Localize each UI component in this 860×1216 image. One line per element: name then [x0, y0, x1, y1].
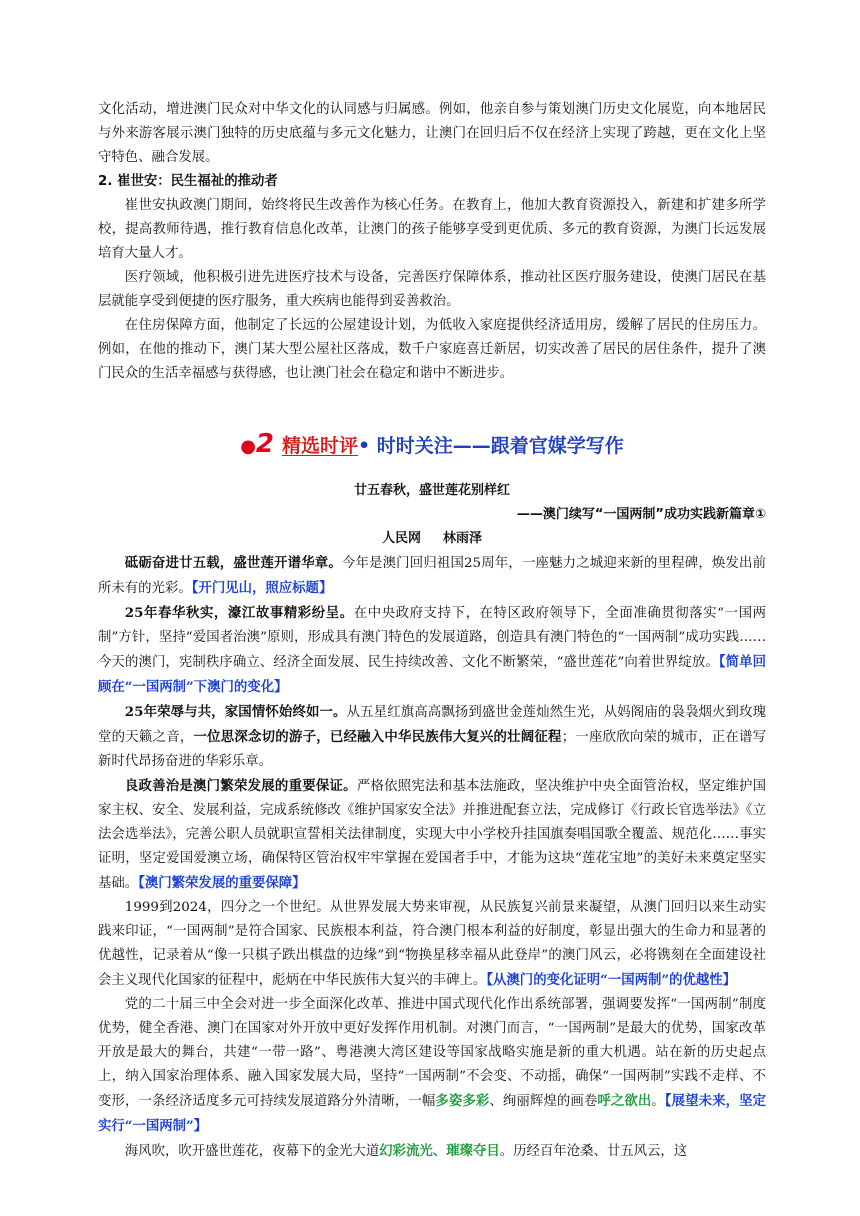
highlight-phrase: 幻彩流光、璀璨夺目 — [379, 1143, 500, 1159]
paragraph-education: 崔世安执政澳门期间，始终将民生改善作为核心任务。在教育上，他加大教育资源投入，新建和扩建多所学校，提高教师待遇，推行教育信息化改革，让澳门的孩子能够享受到更优质、多元的教育资源，为澳门长远发展培育大量人才。 — [98, 198, 766, 261]
article-source: 人民网 — [381, 531, 421, 546]
article-author: 林雨泽 — [443, 531, 483, 546]
article-paragraph-2: 25年春华秋实，濠江故事精彩纷呈。在中央政府支持下，在特区政府领导下，全面准确贯彻落实“一国两制”方针，坚持“爱国者治澳”原则，形成具有澳门特色的发展道路，创造具有澳门特色的“一国两制”成功实践……今天的澳门，宪制秩序确立、经济全面发展、民生持续改善、文化不断繁荣，“盛世莲花”向着世界绽放。【简单回顾在“一国两制”下澳门的变化】 — [98, 605, 767, 695]
article-paragraph-1: 砥砺奋进廿五载，盛世莲开谱华章。今年是澳门回归祖国25周年，一座魅力之城迎来新的里程碑，焕发出前所未有的光彩。【开门见山，照应标题】 — [98, 555, 767, 596]
heading-cui-shian: 2. 崔世安：民生福祉的推动者 — [98, 174, 278, 189]
annotation-note: 【从澳门的变化证明“一国两制”的优越性】 — [486, 972, 737, 988]
article-paragraph-6: 党的二十届三中全会对进一步全面深化改革、推进中国式现代化作出系统部署，强调要发挥“一国两制”制度优势，健全香港、澳门在国家对外开放中更好发挥作用机制。对澳门而言，“一国两制”是最大的优势，国家改革开放是最大的舞台，共建“一带一路”、粤港澳大湾区建设等国家战略实施是新的重大机遇。站在新的历史起点上，纳入国家治理体系、融入国家发展大局，坚持“一国两制”不会变、不动摇，确保“一国两制”实践不走样、不变形，一条经济适度多元可持续发展道路分外清晰，一幅多姿多彩、绚丽辉煌的画卷呼之欲出。【展望未来，坚定实行“一国两制”】 — [98, 997, 767, 1134]
article-byline — [98, 527, 766, 551]
paragraph-culture: 文化活动，增进澳门民众对中华文化的认同感与归属感。例如，他亲自参与策划澳门历史文化展览，向本地居民与外来游客展示澳门独特的历史底蕴与多元文化魅力，让澳门在回归后不仅在经济上实现了跨越，更在文化上坚守特色、融合发展。 — [98, 102, 766, 165]
paragraph-housing: 在住房保障方面，他制定了长远的公屋建设计划，为低收入家庭提供经济适用房，缓解了居民的住房压力。例如，在他的推动下，澳门某大型公屋社区落成，数千户家庭喜迁新居，切实改善了居民的居住条件，提升了澳门民众的生活幸福感与获得感，也让澳门社会在稳定和谐中不断进步。 — [98, 318, 766, 381]
section-title-label: 精选时评 — [282, 435, 359, 457]
article-paragraph-4: 良政善治是澳门繁荣发展的重要保证。严格依照宪法和基本法施政，坚决维护中央全面管治权，坚定维护国家主权、安全、发展利益，完成系统修改《维护国家安全法》并推进配套立法，完成修订《行政长官选举法》《立法会选举法》，完善公职人员就职宣誓相关法律制度，实现大中小学校升挂国旗奏唱国歌全覆盖、规范化……事实证明，坚定爱国爱澳立场，确保特区管治权牢牢掌握在爱国者手中，才能为这块“莲花宝地”的美好未来奠定坚实基础。【澳门繁荣发展的重要保障】 — [98, 778, 767, 891]
paragraph-healthcare: 医疗领域，他积极引进先进医疗技术与设备，完善医疗保障体系，推动社区医疗服务建设，使澳门居民在基层就能享受到便捷的医疗服务，重大疾病也能得到妥善救治。 — [98, 270, 766, 309]
document-page — [98, 98, 766, 1164]
section-title-subtitle: • 时时关注——跟着官媒学写作 — [358, 435, 624, 457]
annotation-note: 【开门见山，照应标题】 — [191, 580, 333, 596]
highlight-phrase: 多姿多彩 — [435, 1093, 490, 1109]
bullet-dot-icon: ● — [240, 436, 256, 457]
article-paragraph-7: 海风吹，吹开盛世莲花，夜幕下的金光大道幻彩流光、璀璨夺目。历经百年沧桑、廿五风云，这 — [124, 1143, 688, 1159]
article-paragraph-3: 25年荣辱与共，家国情怀始终如一。从五星红旗高高飘扬到盛世金莲灿然生光，从妈阁庙的袅袅烟火到玫瑰堂的天籁之音，一位思深念切的游子，已经融入中华民族伟大复兴的壮阔征程；一座欣欣向荣的城市，正在谱写新时代昂扬奋进的华彩乐章。 — [98, 704, 767, 769]
article-paragraph-5: 1999到2024，四分之一个世纪。从世界发展大势来审视，从民族复兴前景来凝望，从澳门回归以来生动实践来印证，“一国两制”是符合国家、民族根本利益，符合澳门根本利益的好制度，彰显出强大的生命力和显著的优越性，记录着从“像一只棋子跌出棋盘的边缘”到“物换星移幸福从此登岸”的澳门风云，必将镌刻在全面建设社会主义现代化国家的征程中，彪炳在中华民族伟大复兴的丰碑上。【从澳门的变化证明“一国两制”的优越性】 — [98, 900, 766, 988]
highlight-phrase: 呼之欲出 — [597, 1093, 652, 1109]
section-title — [98, 430, 766, 461]
annotation-note: 【展望未来，坚定实行“一国两制”】 — [98, 1093, 767, 1134]
article-subtitle: ——澳门续写“一国两制”成功实践新篇章① — [516, 507, 766, 522]
annotation-note: 【澳门繁荣发展的重要保障】 — [138, 875, 306, 891]
annotation-note: 【简单回顾在“一国两制”下澳门的变化】 — [98, 654, 766, 695]
article-title: 廿五春秋，盛世莲花别样红 — [353, 483, 510, 498]
section-number: 2 — [255, 429, 275, 459]
